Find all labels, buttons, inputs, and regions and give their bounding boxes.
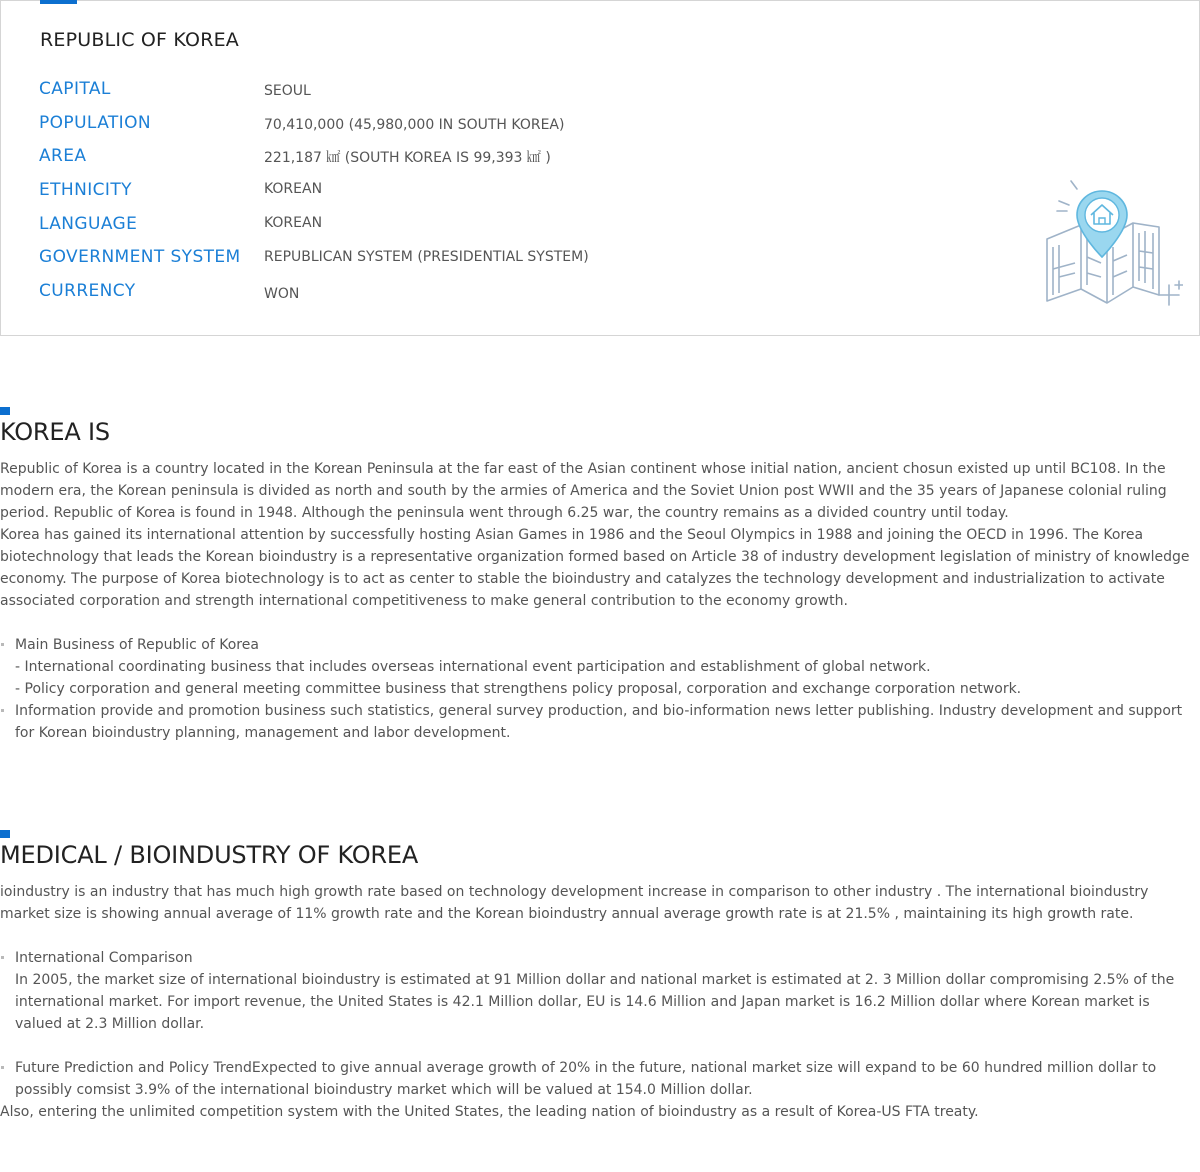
info-row-area bbox=[39, 146, 939, 176]
medical-closing-paragraph: Also, entering the unlimited competition system with the United States, the leading nation of bioindustry as a result of Korea-US FTA treaty. bbox=[0, 1104, 979, 1120]
list-item bbox=[0, 634, 1200, 700]
list-item bbox=[0, 947, 1200, 1035]
info-value-language: KOREAN bbox=[264, 215, 323, 231]
list-item bbox=[0, 700, 1200, 744]
medical-intro-paragraph: ioindustry is an industry that has much high growth rate based on technology development increase in comparison to other industry . The international bioindustry market size is showing annual average of 11% growth rate and the Korean bioindustry annual average growth rate is at 21.5% , maintaining its high growth rate. bbox=[0, 884, 1149, 922]
bullet-heading: International Comparison bbox=[15, 950, 193, 966]
info-value-population: 70,410,000 (45,980,000 IN SOUTH KOREA) bbox=[264, 117, 565, 133]
info-label-ethnicity: ETHNICITY bbox=[39, 180, 132, 200]
info-row-population bbox=[39, 113, 939, 143]
bullet-text: In 2005, the market size of international bioindustry is estimated at 91 Million dollar and national market is estimated at 2. 3 Million dollar compromising 2.5% of the international market. For import revenue, the United States is 42.1 Million dollar, EU is 14.6 Million and Japan market is 16.2 Million dollar where Korean market is valued at 2.3 Million dollar. bbox=[15, 972, 1175, 1032]
section-title-medical: MEDICAL / BIOINDUSTRY OF KOREA bbox=[0, 841, 419, 869]
korea-is-paragraph-2: Korea has gained its international attention by successfully hosting Asian Games in 1986 and the Seoul Olympics in 1988 and joining the OECD in 1996. The Korea biotechnology that leads the Korean bioindustry is a representative organization formed based on Article 38 of industry development legislation of ministry of knowledge economy. The purpose of Korea biotechnology is to act as center to stable the bioindustry and catalyzes the technology development and industrialization to activate associated corporation and strength international competitiveness to make general contribution to the economy growth. bbox=[0, 527, 1190, 609]
bullet-heading: Main Business of Republic of Korea bbox=[15, 637, 259, 653]
info-label-population: POPULATION bbox=[39, 113, 151, 133]
section-marker-korea-is bbox=[0, 407, 10, 415]
bullet-text: Information provide and promotion business such statistics, general survey production, and bio-information news letter publishing. Industry development and support for Korean bioindustry planning, management and labor development. bbox=[15, 703, 1183, 741]
section-title-korea-is: KOREA IS bbox=[0, 418, 110, 446]
info-value-area: 221,187 ㎢ (SOUTH KOREA IS 99,393 ㎢ ) bbox=[264, 150, 551, 166]
country-title: REPUBLIC OF KOREA bbox=[40, 29, 240, 51]
info-value-capital: SEOUL bbox=[264, 83, 311, 99]
map-pin-home-icon bbox=[1041, 177, 1183, 311]
info-row-ethnicity bbox=[39, 180, 939, 210]
info-label-area: AREA bbox=[39, 146, 87, 166]
info-value-ethnicity: KOREAN bbox=[264, 181, 323, 197]
info-row-government bbox=[39, 247, 939, 277]
list-item bbox=[0, 1057, 1200, 1101]
info-label-capital: CAPITAL bbox=[39, 79, 111, 99]
list-spacer bbox=[0, 1035, 1200, 1057]
bullet-text: Future Prediction and Policy TrendExpected to give annual average growth of 20% in the future, national market size will expand to be 60 hundred million dollar to possibly comsist 3.9% of the international bioindustry market which will be valued at 154.0 Million dollar. bbox=[15, 1060, 1157, 1098]
medical-bullet-list bbox=[0, 947, 1200, 1101]
country-info-box bbox=[0, 0, 1200, 336]
info-label-language: LANGUAGE bbox=[39, 214, 138, 234]
info-label-government: GOVERNMENT SYSTEM bbox=[39, 247, 241, 267]
bullet-sub-line: - Policy corporation and general meeting committee business that strengthens policy proposal, corporation and exchange corporation network. bbox=[15, 681, 1022, 697]
bullet-sub-line: - International coordinating business that includes overseas international event participation and establishment of global network. bbox=[15, 659, 931, 675]
info-value-government: REPUBLICAN SYSTEM (PRESIDENTIAL SYSTEM) bbox=[264, 249, 589, 265]
info-label-currency: CURRENCY bbox=[39, 281, 136, 301]
korea-is-bullet-list bbox=[0, 634, 1200, 744]
korea-is-paragraph-1: Republic of Korea is a country located in the Korean Peninsula at the far east of the Asian continent whose initial nation, ancient chosun existed up until BC108. In the modern era, the Korean peninsula is divided as north and south by the armies of America and the Soviet Union post WWII and the 35 years of Japanese colonial ruling period. Republic of Korea is found in 1948. Although the peninsula went through 6.25 war, the country remains as a divided country until today. bbox=[0, 461, 1167, 521]
info-value-currency: WON bbox=[264, 286, 300, 302]
info-row-currency bbox=[39, 281, 939, 311]
info-row-language bbox=[39, 214, 939, 244]
section-marker-medical bbox=[0, 830, 10, 838]
info-row-capital bbox=[39, 79, 939, 109]
info-box-accent-bar bbox=[40, 0, 77, 4]
